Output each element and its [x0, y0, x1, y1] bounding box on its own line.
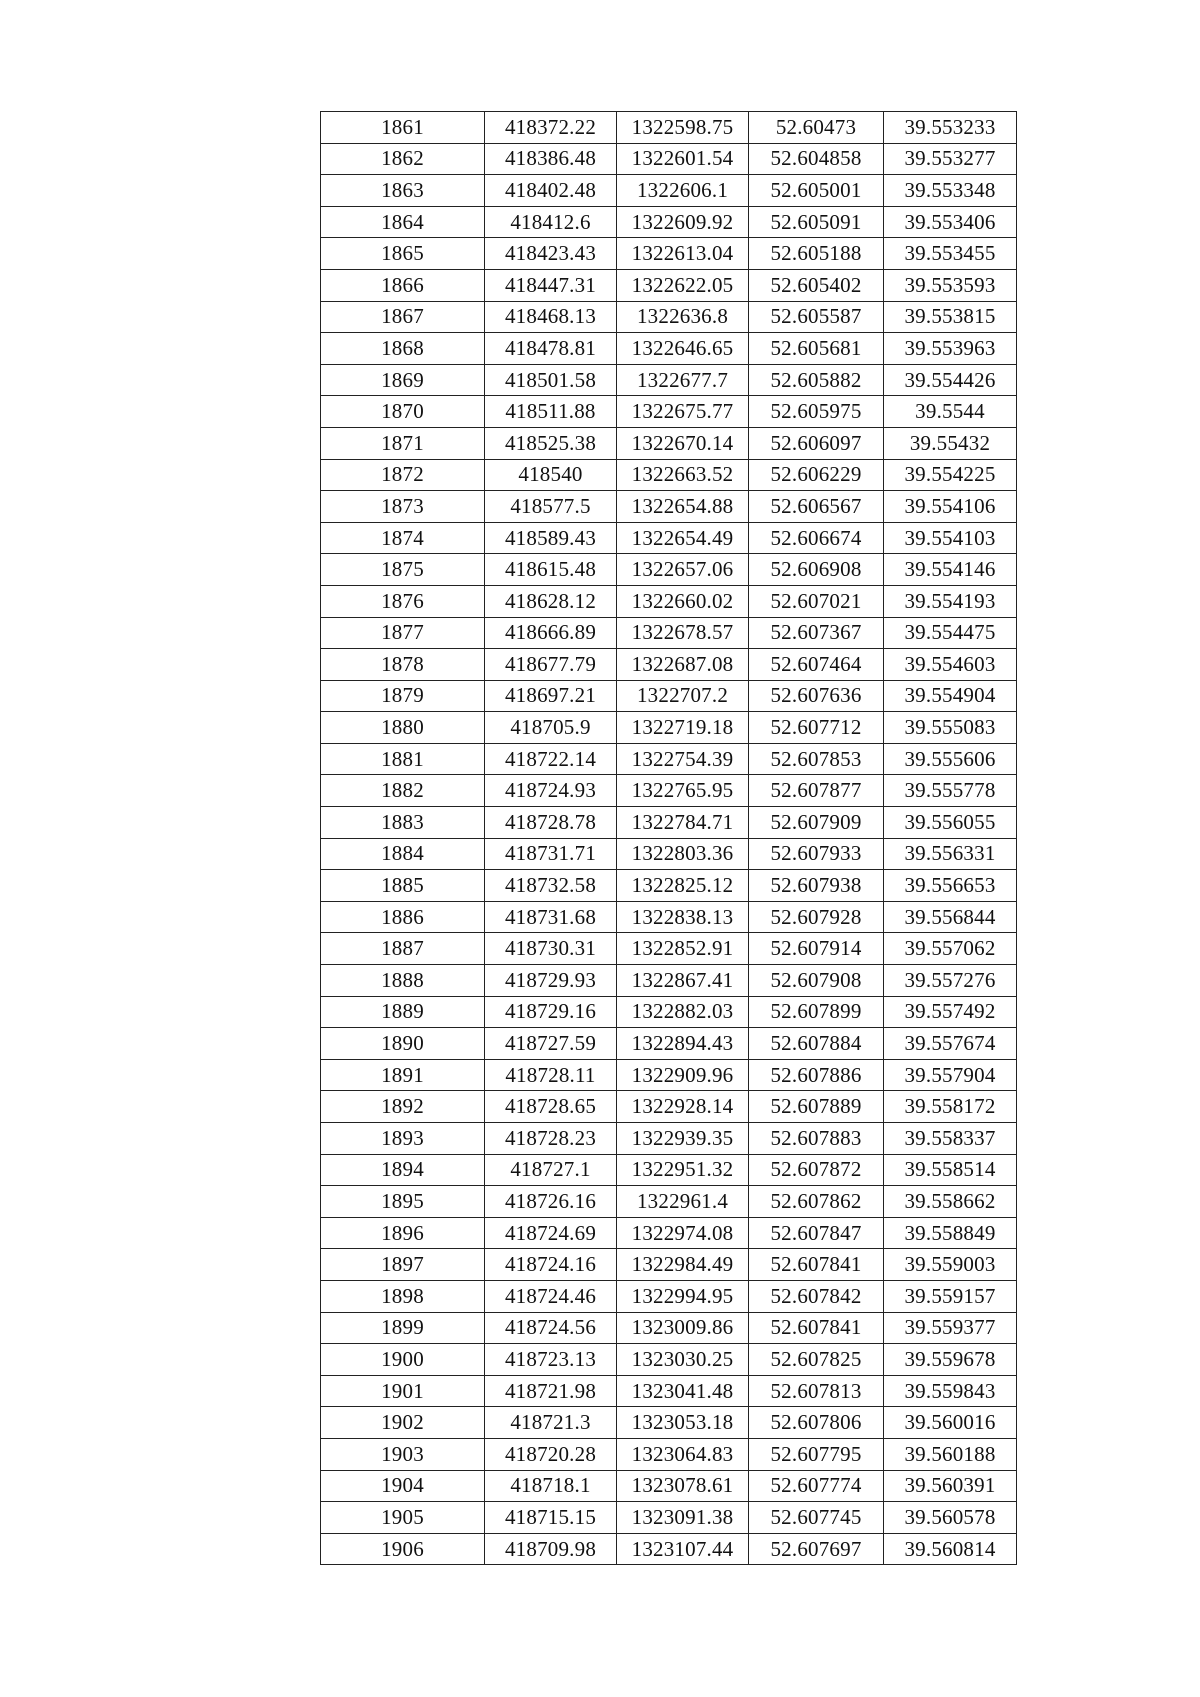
point-number-cell: 1887	[321, 933, 485, 965]
latitude-cell: 52.607464	[749, 649, 884, 681]
x-coordinate-cell: 418715.15	[485, 1502, 617, 1534]
y-coordinate-cell: 1322784.71	[617, 807, 749, 839]
table-row	[321, 775, 1017, 807]
longitude-cell: 39.558662	[884, 1186, 1017, 1218]
y-coordinate-cell: 1322677.7	[617, 364, 749, 396]
x-coordinate-cell: 418709.98	[485, 1533, 617, 1565]
longitude-cell: 39.558514	[884, 1154, 1017, 1186]
point-number-cell: 1903	[321, 1438, 485, 1470]
y-coordinate-cell: 1322894.43	[617, 1028, 749, 1060]
y-coordinate-cell: 1323053.18	[617, 1407, 749, 1439]
x-coordinate-cell: 418628.12	[485, 585, 617, 617]
coordinates-table-body	[321, 112, 1017, 1565]
longitude-cell: 39.559678	[884, 1344, 1017, 1376]
y-coordinate-cell: 1322803.36	[617, 838, 749, 870]
x-coordinate-cell: 418724.69	[485, 1217, 617, 1249]
longitude-cell: 39.560814	[884, 1533, 1017, 1565]
x-coordinate-cell: 418722.14	[485, 743, 617, 775]
point-number-cell: 1883	[321, 807, 485, 839]
x-coordinate-cell: 418726.16	[485, 1186, 617, 1218]
point-number-cell: 1894	[321, 1154, 485, 1186]
latitude-cell: 52.606097	[749, 427, 884, 459]
x-coordinate-cell: 418412.6	[485, 206, 617, 238]
point-number-cell: 1901	[321, 1375, 485, 1407]
y-coordinate-cell: 1322609.92	[617, 206, 749, 238]
longitude-cell: 39.554193	[884, 585, 1017, 617]
longitude-cell: 39.558337	[884, 1123, 1017, 1155]
x-coordinate-cell: 418372.22	[485, 112, 617, 144]
x-coordinate-cell: 418511.88	[485, 396, 617, 428]
x-coordinate-cell: 418731.71	[485, 838, 617, 870]
table-row	[321, 1059, 1017, 1091]
y-coordinate-cell: 1322675.77	[617, 396, 749, 428]
table-row	[321, 901, 1017, 933]
latitude-cell: 52.607774	[749, 1470, 884, 1502]
latitude-cell: 52.607841	[749, 1312, 884, 1344]
latitude-cell: 52.607877	[749, 775, 884, 807]
longitude-cell: 39.557276	[884, 965, 1017, 997]
x-coordinate-cell: 418677.79	[485, 649, 617, 681]
longitude-cell: 39.557062	[884, 933, 1017, 965]
y-coordinate-cell: 1322984.49	[617, 1249, 749, 1281]
x-coordinate-cell: 418525.38	[485, 427, 617, 459]
longitude-cell: 39.553963	[884, 333, 1017, 365]
longitude-cell: 39.554146	[884, 554, 1017, 586]
longitude-cell: 39.555778	[884, 775, 1017, 807]
x-coordinate-cell: 418697.21	[485, 680, 617, 712]
latitude-cell: 52.607813	[749, 1375, 884, 1407]
point-number-cell: 1888	[321, 965, 485, 997]
longitude-cell: 39.560391	[884, 1470, 1017, 1502]
longitude-cell: 39.556653	[884, 870, 1017, 902]
point-number-cell: 1905	[321, 1502, 485, 1534]
table-row	[321, 143, 1017, 175]
point-number-cell: 1896	[321, 1217, 485, 1249]
latitude-cell: 52.606567	[749, 491, 884, 523]
longitude-cell: 39.560188	[884, 1438, 1017, 1470]
x-coordinate-cell: 418727.59	[485, 1028, 617, 1060]
y-coordinate-cell: 1322928.14	[617, 1091, 749, 1123]
table-row	[321, 269, 1017, 301]
latitude-cell: 52.607841	[749, 1249, 884, 1281]
point-number-cell: 1874	[321, 522, 485, 554]
longitude-cell: 39.554475	[884, 617, 1017, 649]
latitude-cell: 52.607862	[749, 1186, 884, 1218]
x-coordinate-cell: 418423.43	[485, 238, 617, 270]
x-coordinate-cell: 418731.68	[485, 901, 617, 933]
table-row	[321, 585, 1017, 617]
longitude-cell: 39.553406	[884, 206, 1017, 238]
point-number-cell: 1870	[321, 396, 485, 428]
table-row	[321, 1312, 1017, 1344]
table-row	[321, 1186, 1017, 1218]
y-coordinate-cell: 1322838.13	[617, 901, 749, 933]
point-number-cell: 1893	[321, 1123, 485, 1155]
table-row	[321, 112, 1017, 144]
table-row	[321, 1502, 1017, 1534]
latitude-cell: 52.607853	[749, 743, 884, 775]
longitude-cell: 39.554603	[884, 649, 1017, 681]
point-number-cell: 1877	[321, 617, 485, 649]
latitude-cell: 52.607825	[749, 1344, 884, 1376]
x-coordinate-cell: 418666.89	[485, 617, 617, 649]
table-row	[321, 427, 1017, 459]
y-coordinate-cell: 1322660.02	[617, 585, 749, 617]
x-coordinate-cell: 418728.78	[485, 807, 617, 839]
point-number-cell: 1885	[321, 870, 485, 902]
x-coordinate-cell: 418724.56	[485, 1312, 617, 1344]
latitude-cell: 52.607938	[749, 870, 884, 902]
x-coordinate-cell: 418723.13	[485, 1344, 617, 1376]
point-number-cell: 1862	[321, 143, 485, 175]
latitude-cell: 52.607842	[749, 1280, 884, 1312]
point-number-cell: 1869	[321, 364, 485, 396]
table-row	[321, 1123, 1017, 1155]
table-row	[321, 396, 1017, 428]
y-coordinate-cell: 1322663.52	[617, 459, 749, 491]
longitude-cell: 39.559377	[884, 1312, 1017, 1344]
point-number-cell: 1895	[321, 1186, 485, 1218]
y-coordinate-cell: 1322825.12	[617, 870, 749, 902]
x-coordinate-cell: 418730.31	[485, 933, 617, 965]
y-coordinate-cell: 1323064.83	[617, 1438, 749, 1470]
x-coordinate-cell: 418728.65	[485, 1091, 617, 1123]
table-row	[321, 1091, 1017, 1123]
point-number-cell: 1889	[321, 996, 485, 1028]
x-coordinate-cell: 418615.48	[485, 554, 617, 586]
latitude-cell: 52.607795	[749, 1438, 884, 1470]
point-number-cell: 1904	[321, 1470, 485, 1502]
y-coordinate-cell: 1322622.05	[617, 269, 749, 301]
latitude-cell: 52.605402	[749, 269, 884, 301]
table-row	[321, 364, 1017, 396]
x-coordinate-cell: 418724.46	[485, 1280, 617, 1312]
y-coordinate-cell: 1322961.4	[617, 1186, 749, 1218]
longitude-cell: 39.556331	[884, 838, 1017, 870]
x-coordinate-cell: 418589.43	[485, 522, 617, 554]
x-coordinate-cell: 418727.1	[485, 1154, 617, 1186]
y-coordinate-cell: 1323078.61	[617, 1470, 749, 1502]
coordinates-table	[320, 111, 1017, 1565]
latitude-cell: 52.607872	[749, 1154, 884, 1186]
table-row	[321, 1249, 1017, 1281]
y-coordinate-cell: 1322613.04	[617, 238, 749, 270]
point-number-cell: 1892	[321, 1091, 485, 1123]
table-row	[321, 554, 1017, 586]
longitude-cell: 39.554904	[884, 680, 1017, 712]
longitude-cell: 39.553233	[884, 112, 1017, 144]
latitude-cell: 52.607745	[749, 1502, 884, 1534]
y-coordinate-cell: 1323041.48	[617, 1375, 749, 1407]
table-row	[321, 996, 1017, 1028]
x-coordinate-cell: 418501.58	[485, 364, 617, 396]
y-coordinate-cell: 1322867.41	[617, 965, 749, 997]
point-number-cell: 1875	[321, 554, 485, 586]
longitude-cell: 39.557492	[884, 996, 1017, 1028]
y-coordinate-cell: 1323107.44	[617, 1533, 749, 1565]
longitude-cell: 39.554426	[884, 364, 1017, 396]
table-row	[321, 743, 1017, 775]
point-number-cell: 1902	[321, 1407, 485, 1439]
point-number-cell: 1868	[321, 333, 485, 365]
table-row	[321, 301, 1017, 333]
y-coordinate-cell: 1322754.39	[617, 743, 749, 775]
table-row	[321, 870, 1017, 902]
x-coordinate-cell: 418728.23	[485, 1123, 617, 1155]
longitude-cell: 39.558849	[884, 1217, 1017, 1249]
latitude-cell: 52.607908	[749, 965, 884, 997]
latitude-cell: 52.607928	[749, 901, 884, 933]
y-coordinate-cell: 1323009.86	[617, 1312, 749, 1344]
point-number-cell: 1886	[321, 901, 485, 933]
longitude-cell: 39.553277	[884, 143, 1017, 175]
x-coordinate-cell: 418718.1	[485, 1470, 617, 1502]
y-coordinate-cell: 1322646.65	[617, 333, 749, 365]
latitude-cell: 52.606229	[749, 459, 884, 491]
latitude-cell: 52.605587	[749, 301, 884, 333]
x-coordinate-cell: 418729.93	[485, 965, 617, 997]
point-number-cell: 1872	[321, 459, 485, 491]
table-row	[321, 1407, 1017, 1439]
table-row	[321, 206, 1017, 238]
x-coordinate-cell: 418720.28	[485, 1438, 617, 1470]
x-coordinate-cell: 418540	[485, 459, 617, 491]
longitude-cell: 39.556844	[884, 901, 1017, 933]
point-number-cell: 1861	[321, 112, 485, 144]
table-row	[321, 680, 1017, 712]
x-coordinate-cell: 418386.48	[485, 143, 617, 175]
y-coordinate-cell: 1322601.54	[617, 143, 749, 175]
point-number-cell: 1897	[321, 1249, 485, 1281]
x-coordinate-cell: 418732.58	[485, 870, 617, 902]
table-row	[321, 333, 1017, 365]
table-row	[321, 1470, 1017, 1502]
table-row	[321, 712, 1017, 744]
y-coordinate-cell: 1322707.2	[617, 680, 749, 712]
latitude-cell: 52.606674	[749, 522, 884, 554]
point-number-cell: 1899	[321, 1312, 485, 1344]
point-number-cell: 1891	[321, 1059, 485, 1091]
table-row	[321, 933, 1017, 965]
table-row	[321, 459, 1017, 491]
longitude-cell: 39.559157	[884, 1280, 1017, 1312]
latitude-cell: 52.607899	[749, 996, 884, 1028]
point-number-cell: 1876	[321, 585, 485, 617]
table-row	[321, 175, 1017, 207]
y-coordinate-cell: 1322765.95	[617, 775, 749, 807]
table-row	[321, 838, 1017, 870]
x-coordinate-cell: 418468.13	[485, 301, 617, 333]
y-coordinate-cell: 1322939.35	[617, 1123, 749, 1155]
latitude-cell: 52.605975	[749, 396, 884, 428]
x-coordinate-cell: 418478.81	[485, 333, 617, 365]
x-coordinate-cell: 418447.31	[485, 269, 617, 301]
table-row	[321, 965, 1017, 997]
table-row	[321, 1280, 1017, 1312]
y-coordinate-cell: 1322719.18	[617, 712, 749, 744]
table-row	[321, 1438, 1017, 1470]
point-number-cell: 1890	[321, 1028, 485, 1060]
longitude-cell: 39.559843	[884, 1375, 1017, 1407]
longitude-cell: 39.557674	[884, 1028, 1017, 1060]
longitude-cell: 39.560578	[884, 1502, 1017, 1534]
x-coordinate-cell: 418721.3	[485, 1407, 617, 1439]
table-row	[321, 238, 1017, 270]
longitude-cell: 39.555606	[884, 743, 1017, 775]
latitude-cell: 52.607914	[749, 933, 884, 965]
point-number-cell: 1864	[321, 206, 485, 238]
point-number-cell: 1898	[321, 1280, 485, 1312]
latitude-cell: 52.607889	[749, 1091, 884, 1123]
longitude-cell: 39.558172	[884, 1091, 1017, 1123]
latitude-cell: 52.604858	[749, 143, 884, 175]
y-coordinate-cell: 1322852.91	[617, 933, 749, 965]
x-coordinate-cell: 418729.16	[485, 996, 617, 1028]
y-coordinate-cell: 1322994.95	[617, 1280, 749, 1312]
table-row	[321, 1375, 1017, 1407]
latitude-cell: 52.607712	[749, 712, 884, 744]
y-coordinate-cell: 1322909.96	[617, 1059, 749, 1091]
latitude-cell: 52.606908	[749, 554, 884, 586]
latitude-cell: 52.607884	[749, 1028, 884, 1060]
table-row	[321, 807, 1017, 839]
point-number-cell: 1884	[321, 838, 485, 870]
longitude-cell: 39.5544	[884, 396, 1017, 428]
latitude-cell: 52.605681	[749, 333, 884, 365]
longitude-cell: 39.556055	[884, 807, 1017, 839]
point-number-cell: 1871	[321, 427, 485, 459]
latitude-cell: 52.607847	[749, 1217, 884, 1249]
latitude-cell: 52.605091	[749, 206, 884, 238]
latitude-cell: 52.607933	[749, 838, 884, 870]
longitude-cell: 39.553455	[884, 238, 1017, 270]
latitude-cell: 52.607636	[749, 680, 884, 712]
longitude-cell: 39.557904	[884, 1059, 1017, 1091]
latitude-cell: 52.607021	[749, 585, 884, 617]
x-coordinate-cell: 418705.9	[485, 712, 617, 744]
y-coordinate-cell: 1322974.08	[617, 1217, 749, 1249]
x-coordinate-cell: 418724.16	[485, 1249, 617, 1281]
longitude-cell: 39.554225	[884, 459, 1017, 491]
y-coordinate-cell: 1322951.32	[617, 1154, 749, 1186]
x-coordinate-cell: 418577.5	[485, 491, 617, 523]
point-number-cell: 1873	[321, 491, 485, 523]
point-number-cell: 1906	[321, 1533, 485, 1565]
longitude-cell: 39.553348	[884, 175, 1017, 207]
table-row	[321, 1533, 1017, 1565]
x-coordinate-cell: 418728.11	[485, 1059, 617, 1091]
table-row	[321, 617, 1017, 649]
point-number-cell: 1879	[321, 680, 485, 712]
latitude-cell: 52.605882	[749, 364, 884, 396]
longitude-cell: 39.553815	[884, 301, 1017, 333]
latitude-cell: 52.607909	[749, 807, 884, 839]
point-number-cell: 1878	[321, 649, 485, 681]
latitude-cell: 52.605001	[749, 175, 884, 207]
table-row	[321, 491, 1017, 523]
point-number-cell: 1867	[321, 301, 485, 333]
y-coordinate-cell: 1322882.03	[617, 996, 749, 1028]
y-coordinate-cell: 1323030.25	[617, 1344, 749, 1376]
longitude-cell: 39.553593	[884, 269, 1017, 301]
y-coordinate-cell: 1322670.14	[617, 427, 749, 459]
longitude-cell: 39.554103	[884, 522, 1017, 554]
table-row	[321, 649, 1017, 681]
table-row	[321, 1344, 1017, 1376]
y-coordinate-cell: 1322657.06	[617, 554, 749, 586]
longitude-cell: 39.554106	[884, 491, 1017, 523]
y-coordinate-cell: 1322598.75	[617, 112, 749, 144]
x-coordinate-cell: 418402.48	[485, 175, 617, 207]
y-coordinate-cell: 1322606.1	[617, 175, 749, 207]
latitude-cell: 52.607883	[749, 1123, 884, 1155]
y-coordinate-cell: 1322687.08	[617, 649, 749, 681]
longitude-cell: 39.559003	[884, 1249, 1017, 1281]
y-coordinate-cell: 1322654.88	[617, 491, 749, 523]
point-number-cell: 1882	[321, 775, 485, 807]
latitude-cell: 52.60473	[749, 112, 884, 144]
table-row	[321, 1154, 1017, 1186]
y-coordinate-cell: 1322654.49	[617, 522, 749, 554]
latitude-cell: 52.605188	[749, 238, 884, 270]
point-number-cell: 1900	[321, 1344, 485, 1376]
table-row	[321, 1028, 1017, 1060]
point-number-cell: 1863	[321, 175, 485, 207]
longitude-cell: 39.560016	[884, 1407, 1017, 1439]
point-number-cell: 1866	[321, 269, 485, 301]
longitude-cell: 39.55432	[884, 427, 1017, 459]
x-coordinate-cell: 418721.98	[485, 1375, 617, 1407]
latitude-cell: 52.607367	[749, 617, 884, 649]
x-coordinate-cell: 418724.93	[485, 775, 617, 807]
y-coordinate-cell: 1322678.57	[617, 617, 749, 649]
longitude-cell: 39.555083	[884, 712, 1017, 744]
latitude-cell: 52.607697	[749, 1533, 884, 1565]
latitude-cell: 52.607806	[749, 1407, 884, 1439]
point-number-cell: 1880	[321, 712, 485, 744]
latitude-cell: 52.607886	[749, 1059, 884, 1091]
point-number-cell: 1865	[321, 238, 485, 270]
table-row	[321, 1217, 1017, 1249]
table-row	[321, 522, 1017, 554]
point-number-cell: 1881	[321, 743, 485, 775]
y-coordinate-cell: 1322636.8	[617, 301, 749, 333]
y-coordinate-cell: 1323091.38	[617, 1502, 749, 1534]
